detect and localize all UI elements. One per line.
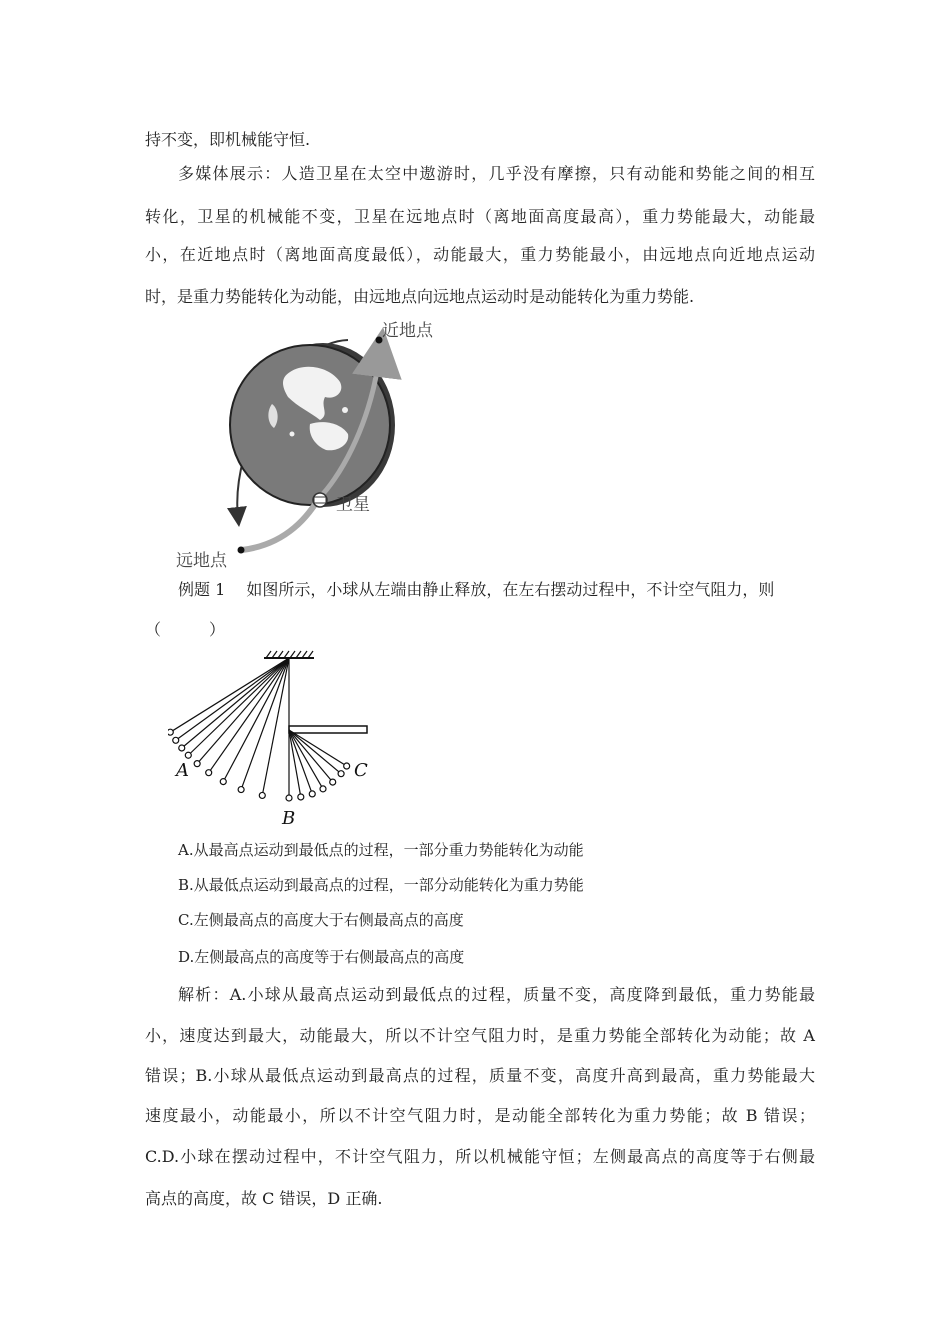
pendulum-string	[223, 658, 289, 782]
pendulum-string	[188, 658, 289, 755]
pendulum-ball	[206, 770, 212, 776]
pendulum-string	[176, 658, 289, 740]
pendulum-ball	[173, 737, 179, 743]
paragraph-line: 多媒体展示：人造卫星在太空中遨游时，几乎没有摩擦，只有动能和势能之间的相互	[178, 164, 815, 183]
option-a: A.从最高点运动到最低点的过程，一部分重力势能转化为动能	[178, 841, 584, 859]
nail-plank	[289, 726, 367, 733]
example-line: 例题 1 如图所示，小球从左端由静止释放，在左右摆动过程中，不计空气阻力，则	[178, 580, 775, 599]
pendulum-ball	[238, 787, 244, 793]
perigee-label: 近地点	[382, 321, 433, 341]
pendulum-ball	[168, 729, 173, 735]
pendulum-string	[262, 658, 289, 795]
pendulum-string	[170, 658, 289, 732]
option-d: D.左侧最高点的高度等于右侧最高点的高度	[178, 948, 465, 966]
pendulum-ball	[185, 752, 191, 758]
ceiling-hatch	[266, 651, 313, 658]
apogee-label: 远地点	[176, 551, 227, 571]
pendulum-string	[289, 730, 347, 766]
pendulum-ball	[220, 779, 226, 785]
island-shape	[342, 407, 348, 413]
option-b: B.从最低点运动到最高点的过程，一部分动能转化为重力势能	[178, 876, 584, 894]
analysis-line: 小，速度达到最大，动能最大，所以不计空气阻力时，是重力势能全部转化为动能；故 A	[145, 1026, 815, 1045]
analysis-line: 速度最小，动能最小，所以不计空气阻力时，是动能全部转化为重力势能；故 B 错误；	[145, 1106, 815, 1125]
pendulum-string	[289, 730, 333, 782]
satellite-label: 卫星	[336, 495, 370, 515]
pendulum-ball	[344, 763, 350, 769]
analysis-line: 错误；B.小球从最低点运动到最高点的过程，质量不变，高度升高到最高，重力势能最大	[145, 1066, 815, 1085]
option-c: C.左侧最高点的高度大于右侧最高点的高度	[178, 911, 464, 929]
example-blank: （ ）	[145, 620, 226, 639]
paragraph-line: 小，在近地点时（离地面高度最低），动能最大，重力势能最小，由远地点向近地点运动	[145, 245, 815, 264]
satellite-icon	[313, 493, 327, 507]
label-b: B	[282, 808, 296, 829]
apogee-point	[238, 547, 245, 554]
pendulum-ball	[179, 745, 185, 751]
analysis-line: 高点的高度，故 C 错误，D 正确.	[145, 1189, 383, 1208]
pendulum-string	[197, 658, 289, 764]
satellite-orbit-figure	[170, 312, 460, 572]
label-a: A	[176, 760, 189, 781]
paragraph-line: 时，是重力势能转化为动能，由远地点向远地点运动时是动能转化为重力势能.	[145, 287, 695, 306]
analysis-line: C.D.小球在摆动过程中，不计空气阻力，所以机械能守恒；左侧最高点的高度等于右侧最	[145, 1147, 815, 1166]
pendulum-ball	[330, 779, 336, 785]
pendulum-ball	[194, 761, 200, 767]
pendulum-ball	[259, 792, 265, 798]
analysis-line: 解析：A.小球从最高点运动到最低点的过程，质量不变，高度降到最低，重力势能最	[178, 985, 815, 1004]
island-shape	[290, 432, 295, 437]
pendulum-figure	[168, 648, 388, 833]
pendulum-ball	[338, 771, 344, 777]
pendulum-ball	[320, 786, 326, 792]
pendulum-ball	[309, 791, 315, 797]
paragraph-line: 转化，卫星的机械能不变，卫星在远地点时（离地面高度最高），重力势能最大，动能最	[145, 207, 815, 226]
pendulum-ball	[298, 794, 304, 800]
label-c: C	[354, 760, 368, 781]
pendulum-ball	[286, 795, 292, 801]
paragraph-line: 持不变，即机械能守恒.	[145, 130, 311, 149]
